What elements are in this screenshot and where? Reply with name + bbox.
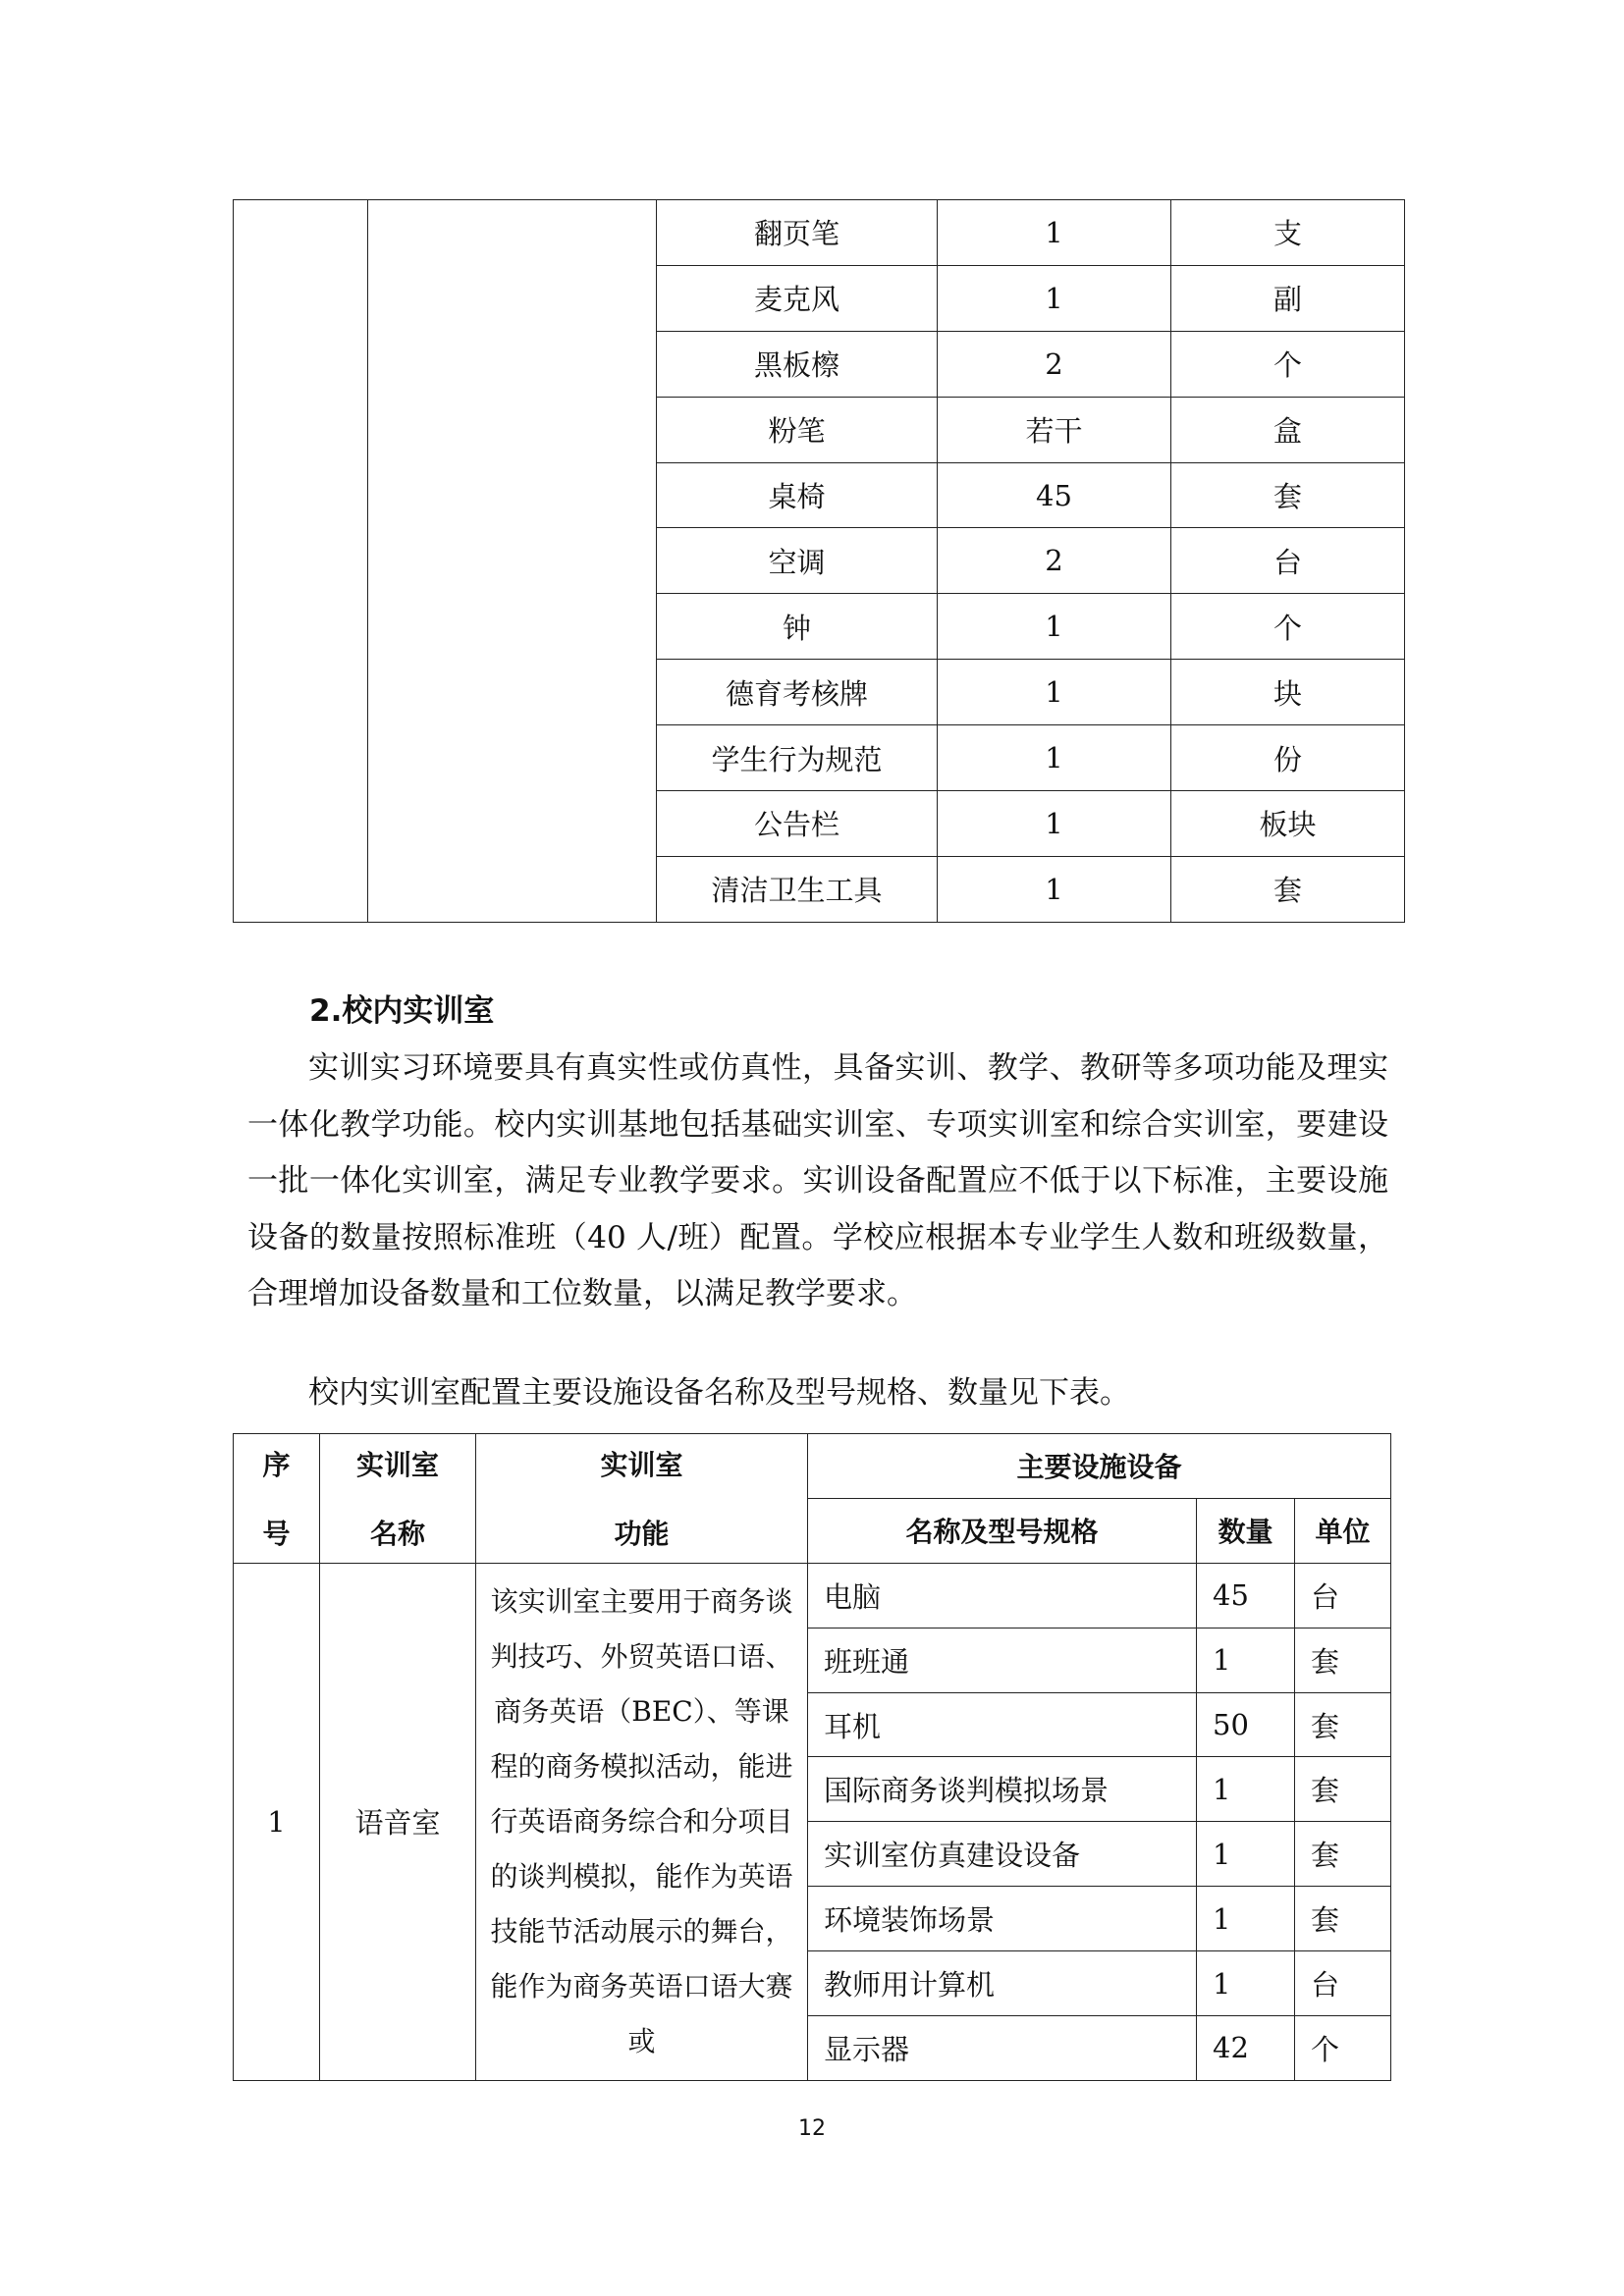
item-qty: 42 xyxy=(1197,2016,1295,2081)
item-qty: 1 xyxy=(1197,1628,1295,1692)
item-name: 公告栏 xyxy=(657,791,938,857)
item-name: 桌椅 xyxy=(657,462,938,528)
item-qty: 1 xyxy=(938,660,1171,725)
item-qty: 50 xyxy=(1197,1692,1295,1757)
item-name: 德育考核牌 xyxy=(657,660,938,725)
item-unit: 份 xyxy=(1171,725,1405,791)
item-unit: 台 xyxy=(1295,1563,1391,1628)
item-unit: 套 xyxy=(1295,1692,1391,1757)
item-unit: 副 xyxy=(1171,265,1405,331)
item-name: 电脑 xyxy=(808,1563,1197,1628)
item-qty: 1 xyxy=(938,200,1171,266)
item-qty: 1 xyxy=(938,856,1171,922)
item-name: 翻页笔 xyxy=(657,200,938,266)
item-qty: 1 xyxy=(1197,1887,1295,1951)
item-name: 空调 xyxy=(657,528,938,594)
item-unit: 盒 xyxy=(1171,397,1405,462)
spec-header: 名称及型号规格 xyxy=(808,1498,1197,1563)
table-intro-paragraph: 校内实训室配置主要设施设备名称及型号规格、数量见下表。 xyxy=(308,1375,1130,1411)
item-unit: 个 xyxy=(1171,594,1405,660)
room-function-cell: 该实训室主要用于商务谈判技巧、外贸英语口语、商务英语（BEC）、等课程的商务模拟活动，能进行英语商务综合和分项目的谈判模拟，能作为英语技能节活动展示的舞台，能作为商务英语口语大赛或 xyxy=(476,1563,808,2080)
item-qty: 45 xyxy=(938,462,1171,528)
item-unit: 套 xyxy=(1295,1628,1391,1692)
section-paragraph: 实训实习环境要具有真实性或仿真性，具备实训、教学、教研等多项功能及理实一体化教学功能。校内实训基地包括基础实训室、专项实训室和综合实训室，要建设一批一体化实训室，满足专业教学要求。实训设备配置应不低于以下标准，主要设施设备的数量按照标准班（40 人/班）配置。学校应根据本专业学生人数和班级数量，合理增加设备数量和工位数量，以满足教学要求。 xyxy=(247,1050,1388,1311)
item-name: 耳机 xyxy=(808,1692,1197,1757)
item-name: 实训室仿真建设设备 xyxy=(808,1822,1197,1887)
item-qty: 1 xyxy=(1197,1757,1295,1822)
item-unit: 个 xyxy=(1295,2016,1391,2081)
table-header-row xyxy=(234,1434,1391,1499)
item-name: 黑板檫 xyxy=(657,331,938,397)
item-qty: 1 xyxy=(938,725,1171,791)
equipment-table-continued xyxy=(233,199,1405,923)
item-qty: 1 xyxy=(1197,1822,1295,1887)
qty-header: 数量 xyxy=(1197,1498,1295,1563)
seq-cell: 1 xyxy=(234,1563,320,2080)
item-unit: 套 xyxy=(1295,1822,1391,1887)
item-qty: 1 xyxy=(938,594,1171,660)
item-name: 学生行为规范 xyxy=(657,725,938,791)
item-name: 国际商务谈判模拟场景 xyxy=(808,1757,1197,1822)
unit-header: 单位 xyxy=(1295,1498,1391,1563)
empty-seq-cell xyxy=(234,200,368,923)
item-unit: 支 xyxy=(1171,200,1405,266)
seq-header: 序 号 xyxy=(234,1434,320,1564)
item-unit: 套 xyxy=(1295,1757,1391,1822)
item-unit: 台 xyxy=(1295,1951,1391,2016)
training-room-table xyxy=(233,1433,1391,2081)
item-qty: 1 xyxy=(938,265,1171,331)
item-qty: 2 xyxy=(938,528,1171,594)
item-unit: 板块 xyxy=(1171,791,1405,857)
item-unit: 套 xyxy=(1295,1887,1391,1951)
table-row xyxy=(234,200,1405,266)
page-number: 12 xyxy=(798,2116,826,2141)
item-qty: 若干 xyxy=(938,397,1171,462)
equipment-header: 主要设施设备 xyxy=(808,1434,1391,1499)
item-qty: 1 xyxy=(1197,1951,1295,2016)
item-qty: 2 xyxy=(938,331,1171,397)
item-name: 麦克风 xyxy=(657,265,938,331)
item-unit: 套 xyxy=(1171,462,1405,528)
empty-room-cell xyxy=(368,200,657,923)
room-function-header: 实训室 功能 xyxy=(476,1434,808,1564)
table-row xyxy=(234,1563,1391,1628)
item-name: 环境装饰场景 xyxy=(808,1887,1197,1951)
item-name: 粉笔 xyxy=(657,397,938,462)
room-name-header: 实训室 名称 xyxy=(320,1434,476,1564)
item-name: 班班通 xyxy=(808,1628,1197,1692)
item-unit: 个 xyxy=(1171,331,1405,397)
item-name: 教师用计算机 xyxy=(808,1951,1197,2016)
item-qty: 1 xyxy=(938,791,1171,857)
item-name: 显示器 xyxy=(808,2016,1197,2081)
item-name: 清洁卫生工具 xyxy=(657,856,938,922)
item-name: 钟 xyxy=(657,594,938,660)
item-unit: 块 xyxy=(1171,660,1405,725)
item-qty: 45 xyxy=(1197,1563,1295,1628)
section-heading: 2.校内实训室 xyxy=(309,993,495,1029)
room-name-cell: 语音室 xyxy=(320,1563,476,2080)
item-unit: 台 xyxy=(1171,528,1405,594)
item-unit: 套 xyxy=(1171,856,1405,922)
